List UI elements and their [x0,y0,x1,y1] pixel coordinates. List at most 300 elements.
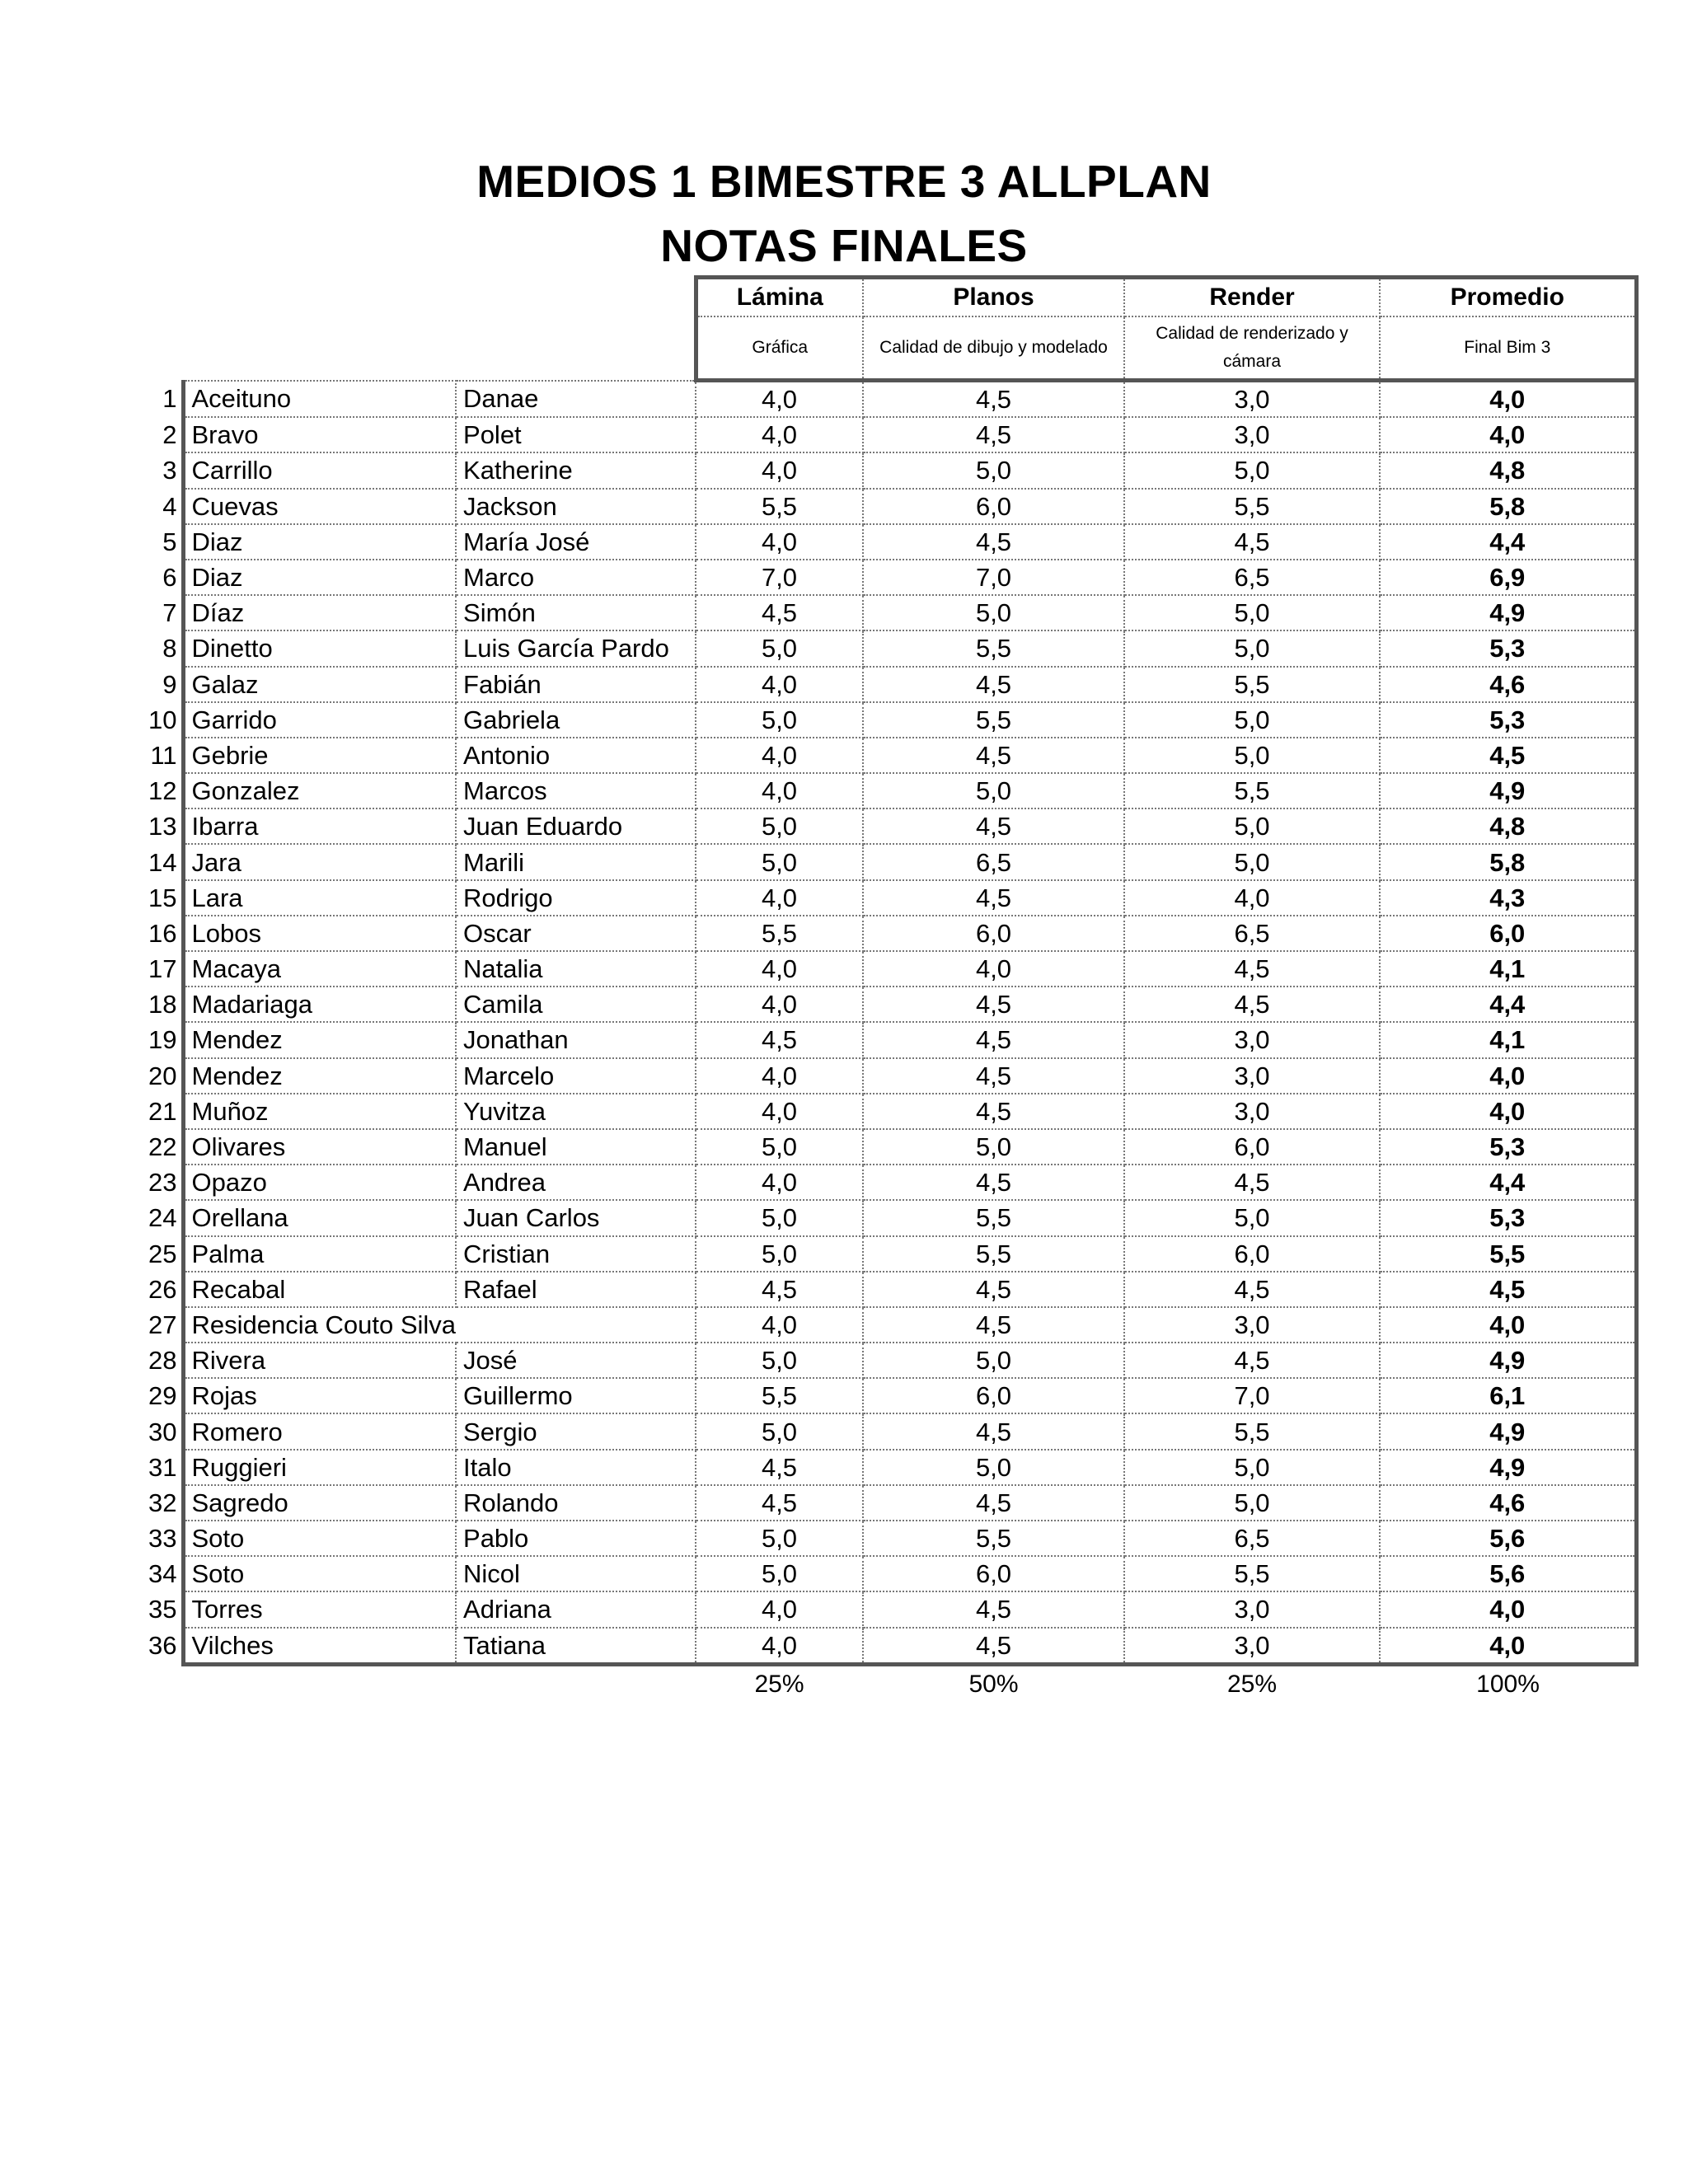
last-name: Carrillo [183,452,456,488]
grade-planos: 4,5 [863,1058,1124,1094]
weight-promedio: 100% [1476,1670,1540,1698]
grade-promedio: 5,8 [1380,489,1636,524]
grade-planos: 5,5 [863,630,1124,666]
first-name: Marcos [456,773,696,808]
row-number: 31 [148,1452,177,1482]
table-row [142,1165,1636,1200]
row-number: 22 [148,1132,177,1162]
grade-promedio: 4,0 [1380,1591,1636,1627]
first-name: Juan Carlos [456,1200,696,1235]
first-name: Adriana [456,1591,696,1627]
grade-render: 5,0 [1124,702,1380,738]
column-header-render: Render [1124,278,1380,317]
grade-lamina: 4,0 [696,987,863,1022]
table-row [142,951,1636,987]
column-subheader-promedio: Final Bim 3 [1380,316,1636,381]
last-name: Torres [183,1591,456,1627]
grade-promedio: 4,4 [1380,987,1636,1022]
table-row [142,1343,1636,1378]
grade-render: 5,0 [1124,808,1380,844]
grade-planos: 4,5 [863,1165,1124,1200]
grade-lamina: 4,0 [696,773,863,808]
grade-lamina: 5,0 [696,1200,863,1235]
grade-render: 5,5 [1124,489,1380,524]
row-number: 33 [148,1524,177,1554]
table-row [142,1022,1636,1057]
table-row [142,1413,1636,1449]
row-number: 29 [148,1381,177,1411]
grade-planos: 4,5 [863,1628,1124,1665]
grade-lamina: 5,0 [696,630,863,666]
grade-promedio: 5,3 [1380,1129,1636,1165]
grade-promedio: 5,6 [1380,1521,1636,1556]
grade-lamina: 5,0 [696,808,863,844]
row-number: 36 [148,1631,177,1661]
first-name: Pablo [456,1521,696,1556]
grade-lamina: 4,0 [696,1591,863,1627]
table-row [142,560,1636,595]
first-name: Jackson [456,489,696,524]
grade-planos: 4,5 [863,381,1124,418]
table-row [142,452,1636,488]
row-number: 28 [148,1346,177,1376]
grade-render: 6,0 [1124,1129,1380,1165]
last-name: Opazo [183,1165,456,1200]
grade-render: 5,5 [1124,1413,1380,1449]
grade-promedio: 4,5 [1380,738,1636,773]
grade-render: 4,5 [1124,987,1380,1022]
row-number: 25 [148,1239,177,1268]
grade-lamina: 5,0 [696,844,863,879]
grade-render: 4,5 [1124,524,1380,560]
first-name: Andrea [456,1165,696,1200]
grade-lamina: 4,5 [696,1272,863,1307]
last-name: Bravo [183,417,456,452]
first-name: Tatiana [456,1628,696,1665]
row-number: 18 [148,990,177,1019]
grade-planos: 5,0 [863,1129,1124,1165]
table-row [142,630,1636,666]
grade-lamina: 4,0 [696,452,863,488]
last-name: Lobos [183,916,456,951]
grade-planos: 6,0 [863,489,1124,524]
row-number: 12 [148,776,177,806]
row-number: 9 [162,669,177,699]
subheader-row [142,316,1636,381]
first-name: Jonathan [456,1022,696,1057]
grade-render: 3,0 [1124,1591,1380,1627]
table-row [142,916,1636,951]
last-name: Residencia Couto Silva [183,1307,456,1343]
last-name: Muñoz [183,1094,456,1129]
last-name: Galaz [183,667,456,702]
grade-planos: 4,5 [863,880,1124,916]
column-header-planos: Planos [863,278,1124,317]
row-number: 5 [162,527,177,556]
grade-lamina: 4,0 [696,880,863,916]
grade-render: 4,5 [1124,1272,1380,1307]
row-number: 19 [148,1025,177,1055]
first-name: Cristian [456,1236,696,1272]
table-row [142,1272,1636,1307]
grade-promedio: 4,4 [1380,524,1636,560]
first-name: Danae [456,381,696,418]
grade-planos: 4,5 [863,524,1124,560]
grade-render: 5,5 [1124,773,1380,808]
first-name: Rolando [456,1485,696,1521]
grade-render: 5,5 [1124,1556,1380,1591]
last-name: Rojas [183,1378,456,1413]
grade-promedio: 6,9 [1380,560,1636,595]
last-name: Cuevas [183,489,456,524]
table-row [142,524,1636,560]
grade-planos: 5,5 [863,702,1124,738]
first-name: Guillermo [456,1378,696,1413]
first-name: Manuel [456,1129,696,1165]
grade-planos: 6,5 [863,844,1124,879]
grade-planos: 4,5 [863,417,1124,452]
grade-promedio: 4,0 [1380,1058,1636,1094]
grade-promedio: 4,1 [1380,1022,1636,1057]
row-number: 15 [148,883,177,912]
grade-planos: 5,0 [863,1450,1124,1485]
first-name: Italo [456,1450,696,1485]
last-name: Recabal [183,1272,456,1307]
grade-lamina: 5,0 [696,1236,863,1272]
table-row [142,1236,1636,1272]
grade-lamina: 5,0 [696,1521,863,1556]
column-header-promedio: Promedio [1380,278,1636,317]
table-row [142,667,1636,702]
table-row [142,417,1636,452]
grade-promedio: 4,0 [1380,1307,1636,1343]
row-number: 8 [162,634,177,663]
grade-promedio: 4,0 [1380,1094,1636,1129]
grade-promedio: 5,3 [1380,702,1636,738]
grade-render: 5,0 [1124,844,1380,879]
grade-render: 5,0 [1124,595,1380,630]
table-row [142,381,1636,418]
first-name: María José [456,524,696,560]
grade-lamina: 4,0 [696,1628,863,1665]
table-row [142,1094,1636,1129]
grade-promedio: 5,3 [1380,630,1636,666]
grade-render: 3,0 [1124,1628,1380,1665]
last-name: Aceituno [183,381,456,418]
table-row [142,1200,1636,1235]
grade-planos: 6,0 [863,1378,1124,1413]
grade-planos: 4,5 [863,1094,1124,1129]
grade-promedio: 4,9 [1380,595,1636,630]
grade-lamina: 5,5 [696,916,863,951]
row-number: 35 [148,1595,177,1624]
first-name: Antonio [456,738,696,773]
grades-table [142,275,1639,1703]
grade-promedio: 5,3 [1380,1200,1636,1235]
first-name: Sergio [456,1413,696,1449]
table-row [142,1450,1636,1485]
row-number: 20 [148,1061,177,1090]
grade-lamina: 4,0 [696,1094,863,1129]
table-row [142,1307,1636,1343]
first-name: Polet [456,417,696,452]
row-number: 34 [148,1559,177,1589]
row-number: 2 [162,420,177,450]
first-name: Nicol [456,1556,696,1591]
grade-promedio: 6,0 [1380,916,1636,951]
grade-promedio: 4,3 [1380,880,1636,916]
last-name: Gonzalez [183,773,456,808]
first-name: Oscar [456,916,696,951]
grade-lamina: 5,0 [696,1556,863,1591]
grade-planos: 4,5 [863,1485,1124,1521]
grade-planos: 4,5 [863,1307,1124,1343]
grade-render: 6,5 [1124,560,1380,595]
grade-planos: 4,0 [863,951,1124,987]
last-name: Jara [183,844,456,879]
row-number: 26 [148,1274,177,1304]
grade-promedio: 4,1 [1380,951,1636,987]
last-name: Soto [183,1521,456,1556]
row-number: 17 [148,954,177,984]
grade-planos: 5,0 [863,595,1124,630]
grade-render: 3,0 [1124,1058,1380,1094]
table-row [142,880,1636,916]
grade-lamina: 4,0 [696,417,863,452]
table-row [142,738,1636,773]
row-number: 3 [162,456,177,485]
table-row [142,808,1636,844]
grade-lamina: 4,0 [696,738,863,773]
grade-render: 7,0 [1124,1378,1380,1413]
grade-lamina: 5,5 [696,1378,863,1413]
first-name: Yuvitza [456,1094,696,1129]
last-name: Orellana [183,1200,456,1235]
last-name: Mendez [183,1058,456,1094]
last-name: Mendez [183,1022,456,1057]
last-name: Macaya [183,951,456,987]
grade-promedio: 5,8 [1380,844,1636,879]
first-name: Simón [456,595,696,630]
grade-render: 4,5 [1124,1343,1380,1378]
row-number: 23 [148,1168,177,1197]
first-name: Marco [456,560,696,595]
grade-render: 5,0 [1124,1485,1380,1521]
table-row [142,1058,1636,1094]
grade-render: 5,0 [1124,1200,1380,1235]
grade-planos: 5,5 [863,1236,1124,1272]
grade-render: 4,5 [1124,1165,1380,1200]
table-row [142,1129,1636,1165]
grade-lamina: 5,0 [696,1129,863,1165]
grade-render: 5,5 [1124,667,1380,702]
first-name: Juan Eduardo [456,808,696,844]
page-subtitle: NOTAS FINALES [660,220,1028,271]
grade-render: 4,0 [1124,880,1380,916]
grade-render: 6,5 [1124,1521,1380,1556]
row-number: 10 [148,705,177,734]
grade-render: 6,0 [1124,1236,1380,1272]
table-row [142,844,1636,879]
grade-lamina: 5,0 [696,1343,863,1378]
grade-render: 6,5 [1124,916,1380,951]
grade-render: 5,0 [1124,452,1380,488]
last-name: Dinetto [183,630,456,666]
grade-planos: 7,0 [863,560,1124,595]
grade-promedio: 4,5 [1380,1272,1636,1307]
grade-planos: 4,5 [863,1022,1124,1057]
first-name: Rodrigo [456,880,696,916]
first-name: Luis García Pardo [456,630,696,666]
column-subheader-render: Calidad de renderizado y cámara [1124,316,1380,381]
grade-lamina: 4,5 [696,1485,863,1521]
table-row [142,1521,1636,1556]
row-number: 4 [162,491,177,521]
grade-promedio: 4,0 [1380,1628,1636,1665]
grade-lamina: 4,0 [696,1165,863,1200]
grade-promedio: 5,5 [1380,1236,1636,1272]
row-number: 21 [148,1096,177,1126]
last-name: Diaz [183,524,456,560]
grade-lamina: 5,0 [696,702,863,738]
last-name: Romero [183,1413,456,1449]
grade-planos: 4,5 [863,1272,1124,1307]
row-number: 7 [162,598,177,628]
table-row [142,1485,1636,1521]
grade-render: 3,0 [1124,1094,1380,1129]
grade-lamina: 4,0 [696,1058,863,1094]
first-name: Camila [456,987,696,1022]
first-name [456,1307,696,1343]
last-name: Palma [183,1236,456,1272]
grade-promedio: 4,9 [1380,1450,1636,1485]
grade-lamina: 4,5 [696,595,863,630]
last-name: Rivera [183,1343,456,1378]
grade-lamina: 4,0 [696,524,863,560]
grade-render: 4,5 [1124,951,1380,987]
first-name: Marili [456,844,696,879]
grade-promedio: 4,0 [1380,381,1636,418]
grade-render: 5,0 [1124,630,1380,666]
grade-planos: 6,0 [863,916,1124,951]
row-number: 14 [148,847,177,877]
grade-planos: 4,5 [863,808,1124,844]
grade-planos: 5,5 [863,1521,1124,1556]
first-name: Katherine [456,452,696,488]
header-row [142,278,1636,317]
grade-planos: 4,5 [863,1591,1124,1627]
last-name: Garrido [183,702,456,738]
last-name: Ruggieri [183,1450,456,1485]
first-name: Marcelo [456,1058,696,1094]
grade-lamina: 7,0 [696,560,863,595]
grade-planos: 5,0 [863,452,1124,488]
grade-render: 3,0 [1124,1022,1380,1057]
grade-planos: 5,0 [863,773,1124,808]
last-name: Diaz [183,560,456,595]
grade-render: 3,0 [1124,381,1380,418]
grade-promedio: 5,6 [1380,1556,1636,1591]
grade-lamina: 4,5 [696,1022,863,1057]
first-name: José [456,1343,696,1378]
grade-render: 5,0 [1124,738,1380,773]
last-name: Vilches [183,1628,456,1665]
last-name: Ibarra [183,808,456,844]
weight-lamina: 25% [754,1670,804,1698]
row-number: 6 [162,563,177,593]
row-number: 27 [148,1310,177,1339]
grade-planos: 5,0 [863,1343,1124,1378]
grade-lamina: 5,5 [696,489,863,524]
table-row [142,1556,1636,1591]
grade-planos: 6,0 [863,1556,1124,1591]
column-subheader-lamina: Gráfica [696,316,863,381]
row-number: 30 [148,1417,177,1446]
table-row [142,1628,1636,1665]
grade-promedio: 6,1 [1380,1378,1636,1413]
grade-lamina: 4,0 [696,381,863,418]
first-name: Rafael [456,1272,696,1307]
grade-promedio: 4,4 [1380,1165,1636,1200]
last-name: Olivares [183,1129,456,1165]
table-row [142,595,1636,630]
row-number: 11 [150,740,177,770]
first-name: Natalia [456,951,696,987]
table-row [142,987,1636,1022]
last-name: Gebrie [183,738,456,773]
grade-promedio: 4,6 [1380,1485,1636,1521]
weight-planos: 50% [968,1670,1019,1698]
last-name: Lara [183,880,456,916]
grade-planos: 4,5 [863,987,1124,1022]
grade-planos: 4,5 [863,738,1124,773]
grade-promedio: 4,9 [1380,773,1636,808]
grade-lamina: 4,0 [696,951,863,987]
table-row [142,1591,1636,1627]
grade-planos: 5,5 [863,1200,1124,1235]
row-number: 16 [148,918,177,948]
grade-promedio: 4,9 [1380,1413,1636,1449]
page-title: MEDIOS 1 BIMESTRE 3 ALLPLAN [476,156,1212,207]
grade-promedio: 4,8 [1380,808,1636,844]
row-number: 13 [148,812,177,841]
last-name: Madariaga [183,987,456,1022]
grade-promedio: 4,9 [1380,1343,1636,1378]
table-row [142,702,1636,738]
grade-render: 5,0 [1124,1450,1380,1485]
grade-planos: 4,5 [863,667,1124,702]
row-number: 1 [162,384,177,414]
grade-lamina: 4,0 [696,1307,863,1343]
grade-promedio: 4,8 [1380,452,1636,488]
first-name: Fabián [456,667,696,702]
last-name: Soto [183,1556,456,1591]
weight-render: 25% [1226,1670,1278,1698]
grade-lamina: 5,0 [696,1413,863,1449]
grade-lamina: 4,5 [696,1450,863,1485]
grade-promedio: 4,0 [1380,417,1636,452]
grade-promedio: 4,6 [1380,667,1636,702]
grade-render: 3,0 [1124,1307,1380,1343]
last-name: Sagredo [183,1485,456,1521]
grade-planos: 4,5 [863,1413,1124,1449]
weights-row [142,1664,1636,1703]
column-subheader-planos: Calidad de dibujo y modelado [863,316,1124,381]
last-name: Díaz [183,595,456,630]
table-row [142,489,1636,524]
table-row [142,1378,1636,1413]
row-number: 24 [148,1203,177,1233]
